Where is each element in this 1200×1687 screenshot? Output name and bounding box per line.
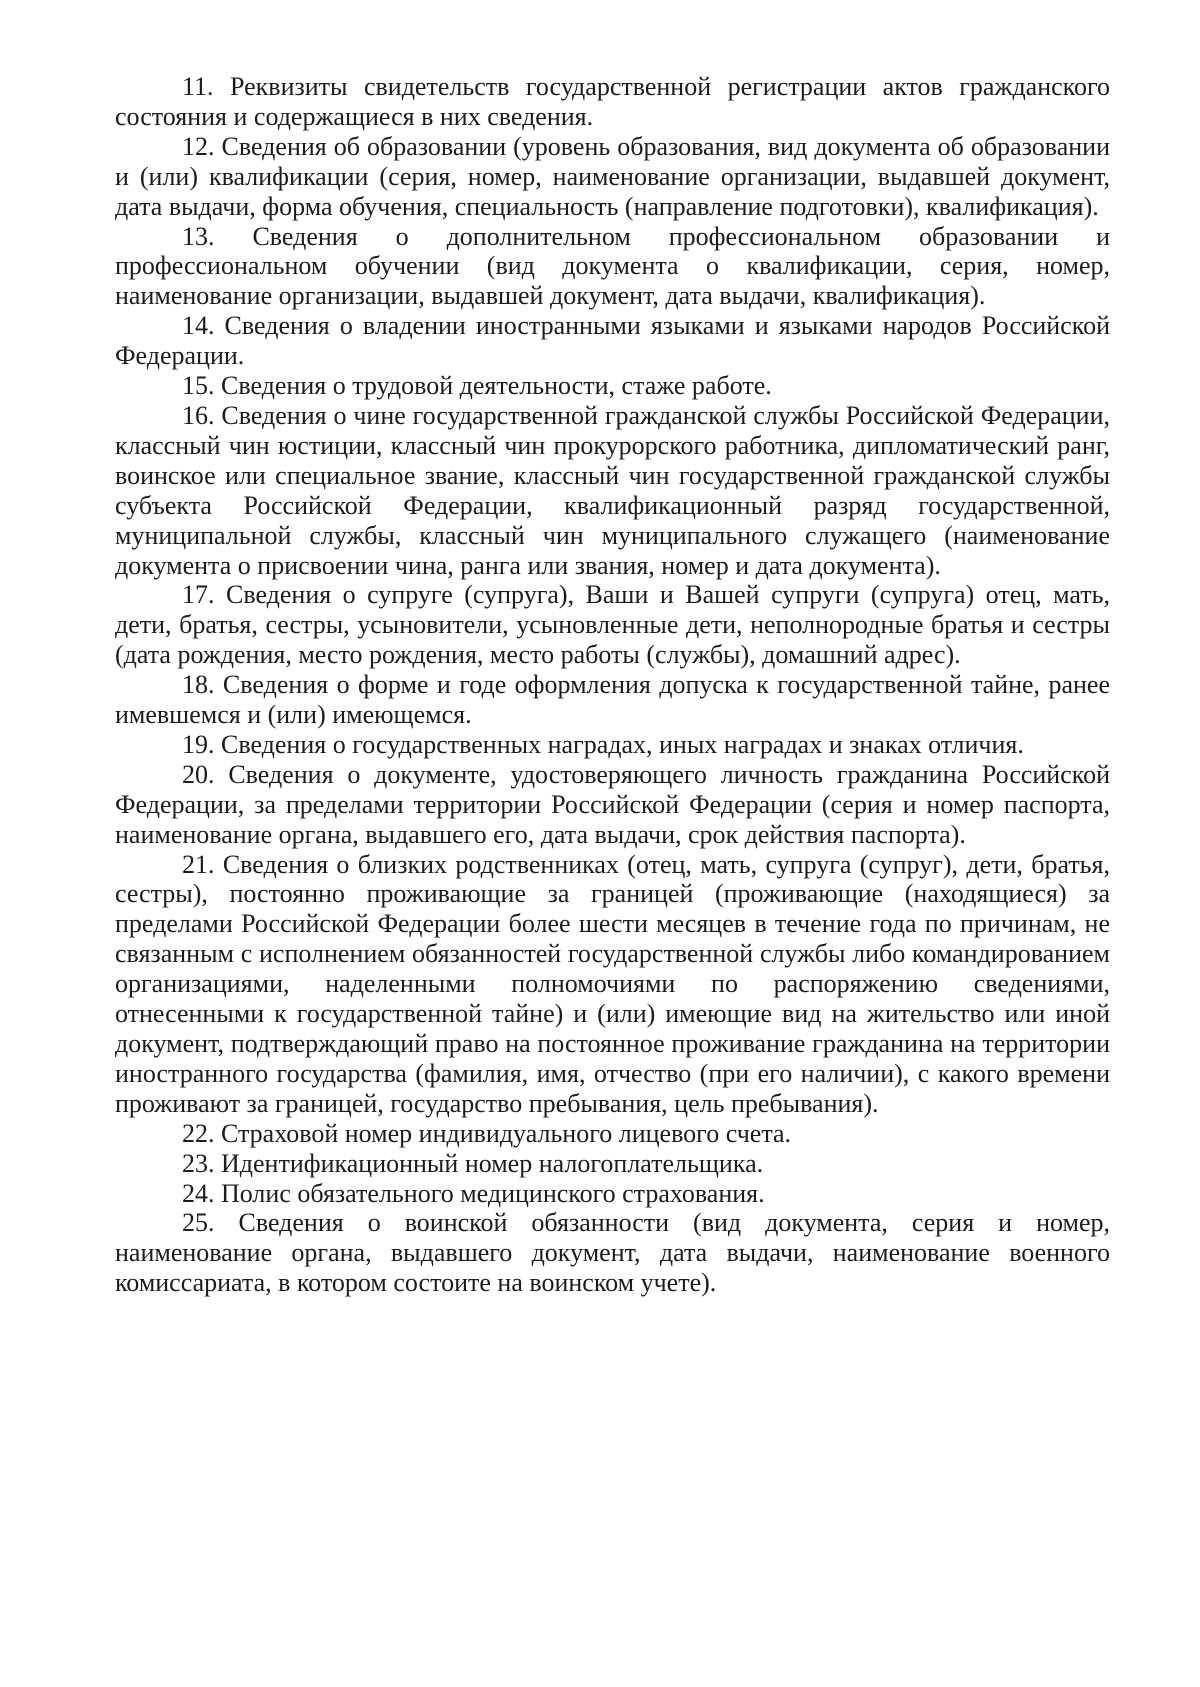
list-item-22: 22. Страховой номер индивидуального лицевого счета. — [182, 1118, 792, 1148]
list-item-24: 24. Полис обязательного медицинского страхования. — [182, 1178, 765, 1208]
document-page — [115, 72, 1110, 1298]
list-item-14: 14. Сведения о владении иностранными языками и языками народов Российской Федерации. — [115, 311, 1110, 371]
list-item-20: 20. Сведения о документе, удостоверяющего личность гражданина Российской Федерации, за пределами территории Российской Федерации (серия и номер паспорта, наименование органа, выдавшего его, дата выдачи, срок действия паспорта). — [115, 759, 1110, 849]
list-item-12: 12. Сведения об образовании (уровень образования, вид документа об образовании и (или) квалификации (серия, номер, наименование организации, выдавшей документ, дата выдачи, форма обучения, специальность (направление подготовки), квалификация). — [115, 131, 1110, 221]
list-item-16: 16. Сведения о чине государственной гражданской службы Российской Федерации, классный чин юстиции, классный чин прокурорского работника, дипломатический ранг, воинское или специальное звание, классный чин государственной гражданской службы субъекта Российской Федерации, квалификационный разряд государственной, муниципальной службы, классный чин муниципального служащего (наименование документа о присвоении чина, ранга или звания, номер и дата документа). — [115, 400, 1110, 580]
list-item-25: 25. Сведения о воинской обязанности (вид документа, серия и номер, наименование органа, выдавшего документ, дата выдачи, наименование военного комиссариата, в котором состоите на воинском учете). — [115, 1208, 1110, 1298]
list-item-18: 18. Сведения о форме и годе оформления допуска к государственной тайне, ранее имевшемся и (или) имеющемся. — [115, 670, 1110, 730]
list-item-17: 17. Сведения о супруге (супруга), Ваши и Вашей супруги (супруга) отец, мать, дети, братья, сестры, усыновители, усыновленные дети, неполнородные братья и сестры (дата рождения, место рождения, место работы (службы), домашний адрес). — [115, 580, 1110, 670]
list-item-11: 11. Реквизиты свидетельств государственной регистрации актов гражданского состояния и содержащиеся в них сведения. — [115, 72, 1110, 131]
list-item-23: 23. Идентификационный номер налогоплательщика. — [182, 1148, 764, 1178]
list-item-21: 21. Сведения о близких родственниках (отец, мать, супруга (супруг), дети, братья, сестры), постоянно проживающие за границей (проживающие (находящиеся) за пределами Российской Федерации более шести месяцев в течение года по причинам, не связанным с исполнением обязанностей государственной службы либо командированием организациями, наделенными полномочиями по распоряжению сведениями, отнесенными к государственной тайне) и (или) имеющие вид на жительство или иной документ, подтверждающий право на постоянное проживание гражданина на территории иностранного государства (фамилия, имя, отчество (при его наличии), с какого времени проживают за границей, государство пребывания, цель пребывания). — [115, 849, 1110, 1118]
list-item-13: 13. Сведения о дополнительном профессиональном образовании и профессиональном обучении (вид документа о квалификации, серия, номер, наименование организации, выдавшей документ, дата выдачи, квалификация). — [115, 221, 1110, 311]
list-item-15: 15. Сведения о трудовой деятельности, стаже работе. — [182, 371, 772, 401]
list-item-19: 19. Сведения о государственных наградах, иных наградах и знаках отличия. — [182, 729, 1024, 759]
